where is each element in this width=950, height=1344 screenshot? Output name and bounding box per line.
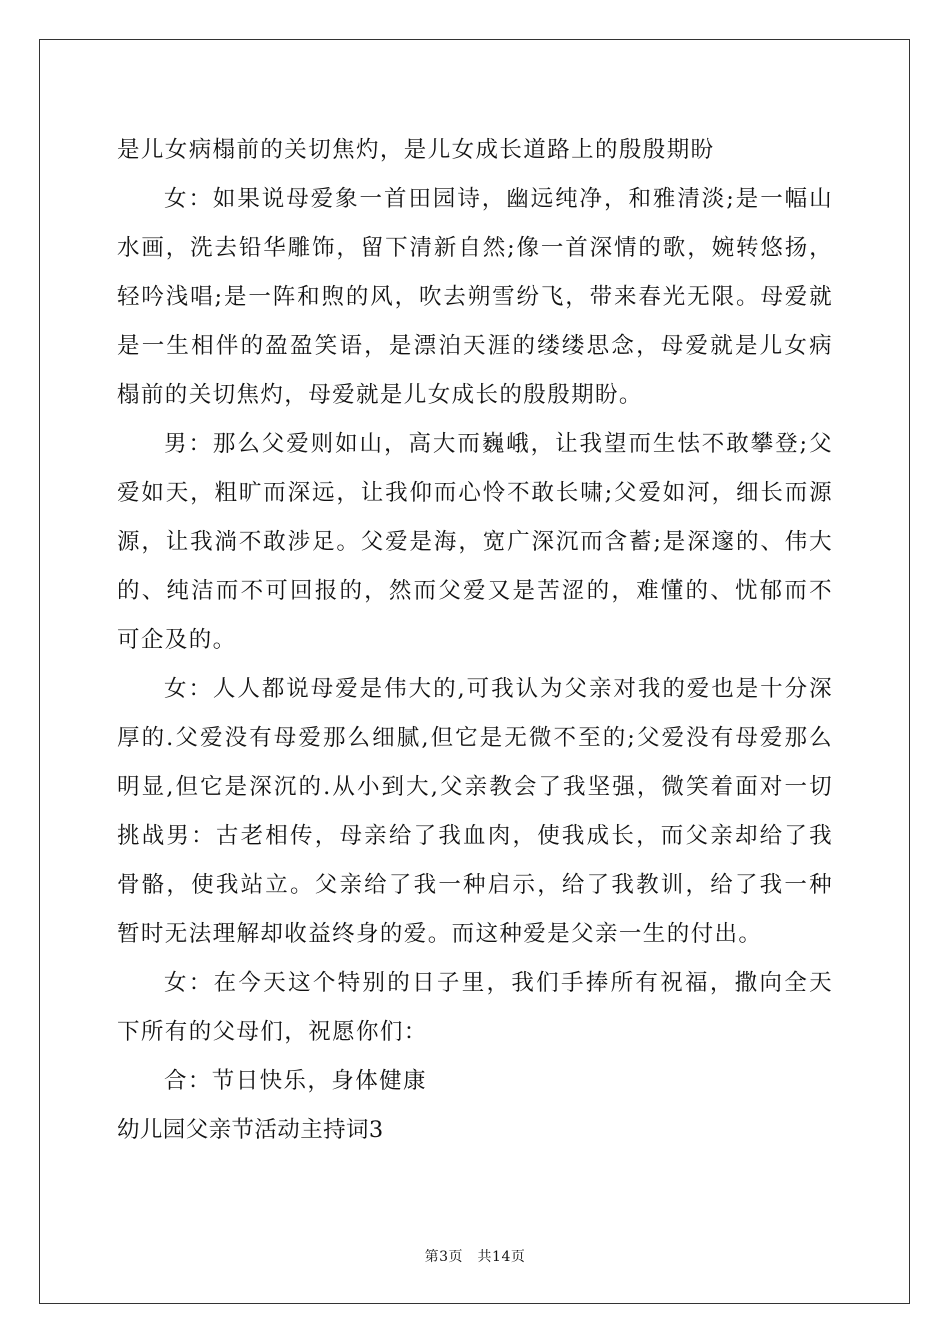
- paragraph-female-mother-love: 女：如果说母爱象一首田园诗，幽远纯净，和雅清淡;是一幅山水画，洗去铅华雕饰，留下清新自然;像一首深情的歌，婉转悠扬，轻吟浅唱;是一阵和煦的风，吹去朔雪纷飞，带来春光无限。母爱就是一生相伴的盈盈笑语，是漂泊天涯的缕缕思念，母爱就是儿女病榻前的关切焦灼，母爱就是儿女成长的殷殷期盼。: [117, 186, 833, 408]
- paragraph-male-father-love: 男：那么父爱则如山，高大而巍峨，让我望而生怯不敢攀登;父爱如天，粗旷而深远，让我仰而心怜不敢长啸;父爱如河，细长而源源，让我淌不敢涉足。父爱是海，宽广深沉而含蓄;是深邃的、伟大的、纯洁而不可回报的，然而父爱又是苦涩的，难懂的、忧郁而不可企及的。: [117, 431, 833, 653]
- paragraph-continuation: 是儿女病榻前的关切焦灼，是儿女成长道路上的殷殷期盼: [117, 137, 715, 163]
- paragraph-female-father-love: 女：人人都说母爱是伟大的,可我认为父亲对我的爱也是十分深厚的.父爱没有母爱那么细腻,但它是无微不至的;父爱没有母爱那么明显,但它是深沉的.从小到大,父亲教会了我坚强，微笑着面对一切挑战男：古老相传，母亲给了我血肉，使我成长，而父亲却给了我骨骼，使我站立。父亲给了我一种启示，给了我教训，给了我一种暂时无法理解却收益终身的爱。而这种爱是父亲一生的付出。: [117, 676, 833, 947]
- paragraph-female-blessing: 女：在今天这个特别的日子里，我们手捧所有祝福，撒向全天下所有的父母们，祝愿你们：: [117, 970, 833, 1045]
- section-heading: 幼儿园父亲节活动主持词3: [117, 1117, 384, 1143]
- paragraph-together: 合：节日快乐，身体健康: [164, 1068, 427, 1094]
- page-footer: 第3页 共14页: [424, 1249, 526, 1265]
- document-body: [117, 126, 833, 1155]
